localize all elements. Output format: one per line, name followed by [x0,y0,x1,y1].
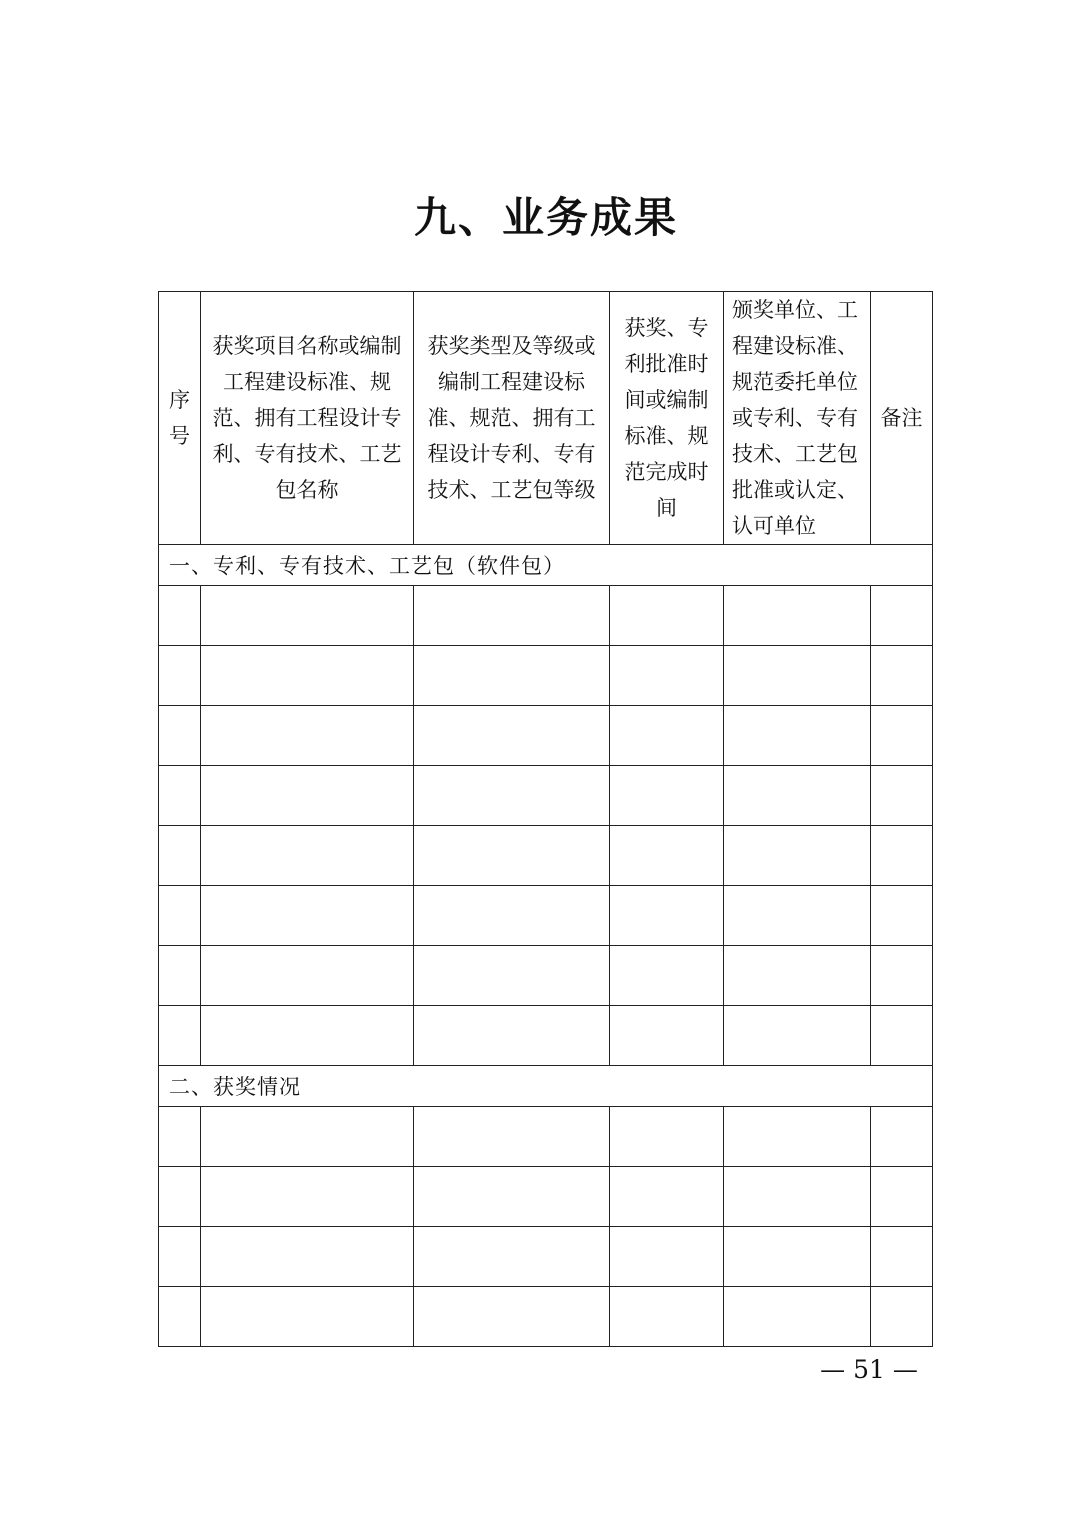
achievement-table [158,291,933,1347]
table-cell[interactable] [159,1006,201,1066]
table-cell[interactable] [610,586,724,646]
table-cell[interactable] [871,766,933,826]
table-cell[interactable] [871,1107,933,1167]
header-project-name [201,292,414,545]
table-cell[interactable] [414,1227,610,1287]
table-cell[interactable] [610,706,724,766]
table-cell[interactable] [201,706,414,766]
table-cell[interactable] [610,886,724,946]
table-cell[interactable] [201,766,414,826]
header-remarks-label: 备注 [880,406,923,430]
table-cell[interactable] [201,886,414,946]
table-cell[interactable] [414,706,610,766]
table-cell[interactable] [871,706,933,766]
header-project-name-label: 获奖项目名称或编制工程建设标准、规范、拥有工程设计专利、专有技术、工艺包名称 [212,334,402,502]
table-cell[interactable] [201,1167,414,1227]
table-row [159,1107,933,1167]
table-cell[interactable] [159,646,201,706]
table-row [159,946,933,1006]
table-cell[interactable] [724,1167,871,1227]
table-cell[interactable] [724,826,871,886]
table-cell[interactable] [414,766,610,826]
header-issuing-unit [724,292,871,545]
table-cell[interactable] [201,826,414,886]
table-cell[interactable] [414,1167,610,1227]
table-cell[interactable] [201,946,414,1006]
table-cell[interactable] [871,586,933,646]
table-row [159,1167,933,1227]
table-cell[interactable] [414,886,610,946]
table-cell[interactable] [159,766,201,826]
table-cell[interactable] [201,586,414,646]
table-cell[interactable] [201,1227,414,1287]
table-cell[interactable] [159,1107,201,1167]
header-index-label: 序号 [169,388,190,448]
table-cell[interactable] [610,946,724,1006]
table-cell[interactable] [159,1287,201,1347]
table-row [159,766,933,826]
table-cell[interactable] [871,886,933,946]
table-cell[interactable] [414,1006,610,1066]
table-cell[interactable] [724,1107,871,1167]
table-cell[interactable] [414,946,610,1006]
table-cell[interactable] [724,766,871,826]
table-row [159,586,933,646]
table-cell[interactable] [414,826,610,886]
table-cell[interactable] [871,1227,933,1287]
table-cell[interactable] [871,946,933,1006]
table-cell[interactable] [724,706,871,766]
table-cell[interactable] [159,826,201,886]
table-cell[interactable] [724,1287,871,1347]
section-label-awards: 二、获奖情况 [159,1066,933,1107]
table-cell[interactable] [724,1006,871,1066]
header-award-type-label: 获奖类型及等级或编制工程建设标准、规范、拥有工程设计专利、专有技术、工艺包等级 [427,334,596,502]
table-cell[interactable] [414,1287,610,1347]
page-title: 九、业务成果 [413,193,678,242]
table-row [159,826,933,886]
table-cell[interactable] [610,1227,724,1287]
table-cell[interactable] [724,1227,871,1287]
table-cell[interactable] [610,1287,724,1347]
table-cell[interactable] [610,766,724,826]
table-cell[interactable] [201,1107,414,1167]
section-row-awards [159,1066,933,1107]
table-cell[interactable] [159,1167,201,1227]
table-cell[interactable] [871,826,933,886]
header-approval-time-label: 获奖、专利批准时间或编制标准、规范完成时间 [624,316,709,520]
table-cell[interactable] [159,886,201,946]
section-row-patents [159,545,933,586]
table-cell[interactable] [871,1287,933,1347]
table-header-row [159,292,933,545]
table-cell[interactable] [610,1107,724,1167]
table-cell[interactable] [159,586,201,646]
table-cell[interactable] [159,946,201,1006]
table-row [159,1006,933,1066]
table-cell[interactable] [201,1287,414,1347]
table-cell[interactable] [610,826,724,886]
table-cell[interactable] [414,646,610,706]
table-cell[interactable] [610,646,724,706]
table-row [159,886,933,946]
section-label-patents: 一、专利、专有技术、工艺包（软件包） [159,545,933,586]
table-cell[interactable] [159,706,201,766]
table-cell[interactable] [610,1167,724,1227]
table-cell[interactable] [871,1006,933,1066]
table-cell[interactable] [610,1006,724,1066]
table-cell[interactable] [871,646,933,706]
table-cell[interactable] [871,1167,933,1227]
header-issuing-unit-label: 颁奖单位、工程建设标准、规范委托单位或专利、专有技术、工艺包批准或认定、认可单位 [732,298,858,538]
table-row [159,646,933,706]
page-number: — 51 — [820,1355,918,1384]
table-cell[interactable] [201,1006,414,1066]
table-cell[interactable] [201,646,414,706]
table-cell[interactable] [159,1227,201,1287]
table-cell[interactable] [724,646,871,706]
table-cell[interactable] [724,586,871,646]
header-approval-time [610,292,724,545]
table-row [159,1287,933,1347]
table-cell[interactable] [724,886,871,946]
table-cell[interactable] [724,946,871,1006]
table-row [159,1227,933,1287]
header-award-type [414,292,610,545]
header-index [159,292,201,545]
header-remarks [871,292,933,545]
table-row [159,706,933,766]
table-cell[interactable] [414,586,610,646]
table-cell[interactable] [414,1107,610,1167]
